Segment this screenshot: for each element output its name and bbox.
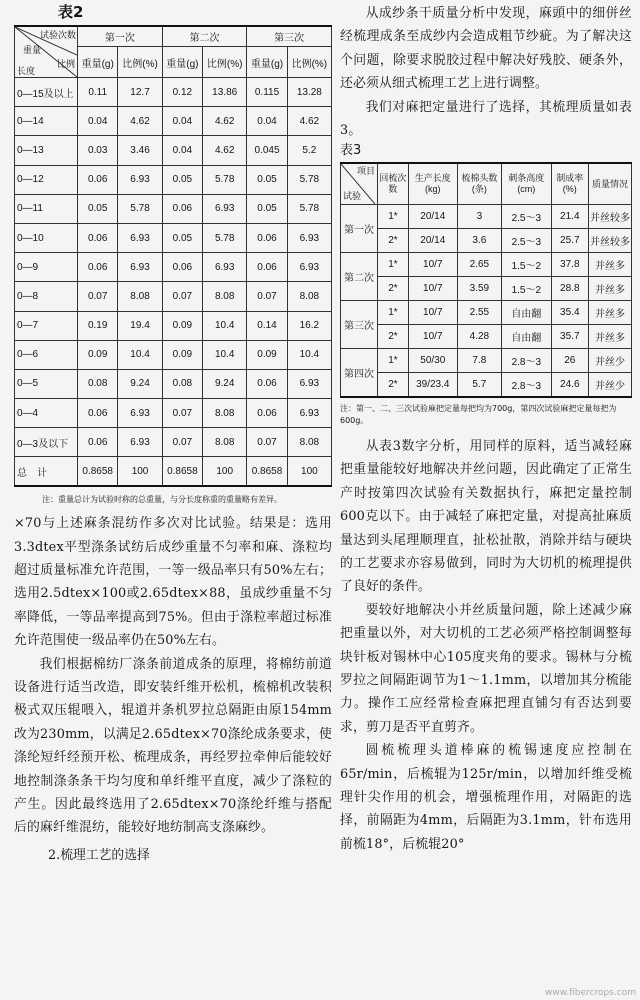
table3-column-header: 制成率(%) bbox=[551, 163, 588, 205]
table2-note: 注：重量总计为试验时称的总重量，与分长度称重的重量略有差异。 bbox=[42, 495, 282, 505]
trial-group-cell: 第一次 bbox=[341, 205, 378, 253]
value-cell: 0.04 bbox=[247, 107, 287, 136]
value-cell: 8.08 bbox=[287, 428, 331, 457]
value-cell: 100 bbox=[287, 457, 331, 486]
value-cell: 并丝少 bbox=[588, 349, 631, 373]
table-row bbox=[15, 369, 332, 398]
length-cell: 0—11 bbox=[15, 194, 78, 223]
length-cell: 0—4 bbox=[15, 399, 78, 428]
value-cell: 21.4 bbox=[551, 205, 588, 229]
trial-group-cell: 第三次 bbox=[341, 301, 378, 349]
value-cell: 0.06 bbox=[162, 253, 202, 282]
value-cell: 2.5～3 bbox=[502, 229, 552, 253]
value-cell: 2.65 bbox=[457, 253, 501, 277]
table3-column-header: 回梳次数 bbox=[378, 163, 409, 205]
value-cell: 0.04 bbox=[162, 107, 202, 136]
table3-note: 注：第一、二、三次试验麻把定量每把均为700g，第四次试验麻把定量每把为600g。 bbox=[340, 403, 617, 425]
value-cell: 10.4 bbox=[118, 340, 162, 369]
table-total-row bbox=[15, 457, 332, 486]
table-row bbox=[341, 301, 632, 325]
sub-header: 比例(%) bbox=[203, 47, 247, 78]
value-cell: 0.14 bbox=[247, 311, 287, 340]
value-cell: 1* bbox=[378, 349, 409, 373]
value-cell: 4.28 bbox=[457, 325, 501, 349]
value-cell: 6.93 bbox=[203, 194, 247, 223]
value-cell: 2* bbox=[378, 277, 409, 301]
table-row bbox=[341, 277, 632, 301]
value-cell: 0.05 bbox=[78, 194, 118, 223]
value-cell: 5.78 bbox=[287, 165, 331, 194]
corner-top: 试验次数 bbox=[39, 30, 76, 40]
sub-header: 比例(%) bbox=[287, 47, 331, 78]
value-cell: 0.06 bbox=[247, 223, 287, 252]
corner-mid2: 比例 bbox=[56, 59, 75, 69]
corner-trial: 试验 bbox=[343, 191, 362, 202]
value-cell: 2.8～3 bbox=[502, 373, 552, 397]
table-row bbox=[341, 205, 632, 229]
value-cell: 并丝多 bbox=[588, 301, 631, 325]
value-cell: 50/30 bbox=[408, 349, 457, 373]
value-cell: 1.5～2 bbox=[502, 277, 552, 301]
value-cell: 5.78 bbox=[118, 194, 162, 223]
value-cell: 0.07 bbox=[247, 428, 287, 457]
value-cell: 24.6 bbox=[551, 373, 588, 397]
value-cell: 5.78 bbox=[203, 223, 247, 252]
value-cell: 10/7 bbox=[408, 325, 457, 349]
table3-title: 表3 bbox=[340, 143, 362, 159]
corner-bottom: 长度 bbox=[17, 66, 36, 76]
table-row bbox=[15, 136, 332, 165]
value-cell: 28.8 bbox=[551, 277, 588, 301]
value-cell: 0.06 bbox=[247, 369, 287, 398]
length-cell: 0—13 bbox=[15, 136, 78, 165]
value-cell: 0.8658 bbox=[162, 457, 202, 486]
value-cell: 8.08 bbox=[203, 399, 247, 428]
length-cell: 0—12 bbox=[15, 165, 78, 194]
value-cell: 并丝较多 bbox=[588, 205, 631, 229]
value-cell: 6.93 bbox=[287, 399, 331, 428]
value-cell: 3.46 bbox=[118, 136, 162, 165]
value-cell: 1.5～2 bbox=[502, 253, 552, 277]
value-cell: 6.93 bbox=[287, 369, 331, 398]
value-cell: 0.09 bbox=[78, 340, 118, 369]
value-cell: 25.7 bbox=[551, 229, 588, 253]
value-cell: 6.93 bbox=[118, 253, 162, 282]
value-cell: 8.08 bbox=[203, 282, 247, 311]
value-cell: 1* bbox=[378, 253, 409, 277]
value-cell: 2.55 bbox=[457, 301, 501, 325]
value-cell: 3 bbox=[457, 205, 501, 229]
section-heading: 2.梳理工艺的选择 bbox=[48, 847, 150, 863]
value-cell: 5.2 bbox=[287, 136, 331, 165]
group-header: 第三次 bbox=[247, 26, 332, 47]
sub-header: 比例(%) bbox=[118, 47, 162, 78]
table3-column-header: 梳棉头数(条) bbox=[457, 163, 501, 205]
value-cell: 13.86 bbox=[203, 78, 247, 107]
value-cell: 0.08 bbox=[162, 369, 202, 398]
value-cell: 10.4 bbox=[203, 311, 247, 340]
value-cell: 8.08 bbox=[287, 282, 331, 311]
value-cell: 26 bbox=[551, 349, 588, 373]
value-cell: 6.93 bbox=[118, 428, 162, 457]
right-paragraph-5: 圆梳梳理头道棒麻的梳锡速度应控制在65r/min，后梳辊为125r/min，以增加纤维受梳理针尖作用的机会，增强梳理作用，对隔距的选择，前隔距为4mm，后隔距为3.1mm，针布选用前梳18°，后梳辊20° bbox=[340, 743, 632, 852]
value-cell: 0.07 bbox=[162, 428, 202, 457]
table-row bbox=[15, 194, 332, 223]
length-cell: 0—8 bbox=[15, 282, 78, 311]
value-cell: 0.09 bbox=[247, 340, 287, 369]
value-cell: 3.59 bbox=[457, 277, 501, 301]
value-cell: 4.62 bbox=[203, 136, 247, 165]
value-cell: 并丝多 bbox=[588, 325, 631, 349]
value-cell: 5.78 bbox=[287, 194, 331, 223]
table-row bbox=[341, 253, 632, 277]
value-cell: 19.4 bbox=[118, 311, 162, 340]
value-cell: 2* bbox=[378, 229, 409, 253]
value-cell: 6.93 bbox=[287, 253, 331, 282]
value-cell: 0.8658 bbox=[78, 457, 118, 486]
value-cell: 6.93 bbox=[287, 223, 331, 252]
value-cell: 0.07 bbox=[162, 282, 202, 311]
value-cell: 0.05 bbox=[162, 165, 202, 194]
value-cell: 4.62 bbox=[203, 107, 247, 136]
length-cell: 0—3及以下 bbox=[15, 428, 78, 457]
trial-group-cell: 第二次 bbox=[341, 253, 378, 301]
table-row bbox=[341, 373, 632, 397]
value-cell: 3.6 bbox=[457, 229, 501, 253]
right-paragraph-2: 我们对麻把定量进行了选择，其梳理质量如表3。 bbox=[340, 99, 632, 139]
group-header: 第一次 bbox=[78, 26, 163, 47]
sub-header: 重量(g) bbox=[78, 47, 118, 78]
value-cell: 13.28 bbox=[287, 78, 331, 107]
value-cell: 0.06 bbox=[78, 165, 118, 194]
value-cell: 37.8 bbox=[551, 253, 588, 277]
value-cell: 39/23.4 bbox=[408, 373, 457, 397]
value-cell: 8.08 bbox=[203, 428, 247, 457]
value-cell: 0.07 bbox=[78, 282, 118, 311]
length-cell: 0—15及以上 bbox=[15, 78, 78, 107]
table-row bbox=[15, 311, 332, 340]
table2-corner-header bbox=[15, 26, 78, 78]
value-cell: 35.4 bbox=[551, 301, 588, 325]
value-cell: 0.05 bbox=[247, 165, 287, 194]
value-cell: 0.8658 bbox=[247, 457, 287, 486]
table-row bbox=[341, 325, 632, 349]
table3-column-header: 质量情况 bbox=[588, 163, 631, 205]
table3-column-header: 刺条高度(cm) bbox=[502, 163, 552, 205]
value-cell: 0.03 bbox=[78, 136, 118, 165]
value-cell: 0.06 bbox=[78, 428, 118, 457]
value-cell: 10.4 bbox=[203, 340, 247, 369]
corner-mid1: 重量 bbox=[23, 45, 42, 55]
value-cell: 5.78 bbox=[203, 165, 247, 194]
value-cell: 4.62 bbox=[287, 107, 331, 136]
value-cell: 9.24 bbox=[118, 369, 162, 398]
value-cell: 并丝较多 bbox=[588, 229, 631, 253]
value-cell: 6.93 bbox=[203, 253, 247, 282]
value-cell: 2* bbox=[378, 325, 409, 349]
value-cell: 9.24 bbox=[203, 369, 247, 398]
value-cell: 6.93 bbox=[118, 399, 162, 428]
trial-group-cell: 第四次 bbox=[341, 349, 378, 397]
table-row bbox=[341, 349, 632, 373]
value-cell: 0.06 bbox=[78, 223, 118, 252]
length-cell: 0—6 bbox=[15, 340, 78, 369]
table-row bbox=[15, 165, 332, 194]
value-cell: 4.62 bbox=[118, 107, 162, 136]
table3-corner-header bbox=[341, 163, 378, 205]
group-header: 第二次 bbox=[162, 26, 247, 47]
value-cell: 10/7 bbox=[408, 301, 457, 325]
value-cell: 2* bbox=[378, 373, 409, 397]
table-row bbox=[15, 223, 332, 252]
value-cell: 20/14 bbox=[408, 205, 457, 229]
value-cell: 12.7 bbox=[118, 78, 162, 107]
value-cell: 35.7 bbox=[551, 325, 588, 349]
length-cell: 0—5 bbox=[15, 369, 78, 398]
value-cell: 0.05 bbox=[162, 223, 202, 252]
value-cell: 10/7 bbox=[408, 253, 457, 277]
right-paragraph-1: 从成纱条干质量分析中发现，麻頭中的细併丝经梳理成条至成纱内会造成粗节纱疵。为了解决这个问题，除要求脱胶过程中解决好残胶、硬条外，还必须从细式梳理工艺上进行调整。 bbox=[340, 6, 632, 92]
value-cell: 0.12 bbox=[162, 78, 202, 107]
right-column bbox=[340, 0, 632, 856]
value-cell: 0.19 bbox=[78, 311, 118, 340]
value-cell: 20/14 bbox=[408, 229, 457, 253]
value-cell: 0.09 bbox=[162, 340, 202, 369]
length-cell: 0—9 bbox=[15, 253, 78, 282]
value-cell: 8.08 bbox=[118, 282, 162, 311]
left-column bbox=[14, 0, 332, 867]
value-cell: 自由翻 bbox=[502, 301, 552, 325]
value-cell: 1* bbox=[378, 301, 409, 325]
value-cell: 10/7 bbox=[408, 277, 457, 301]
value-cell: 0.04 bbox=[78, 107, 118, 136]
value-cell: 2.8～3 bbox=[502, 349, 552, 373]
table-row bbox=[15, 107, 332, 136]
value-cell: 0.04 bbox=[162, 136, 202, 165]
value-cell: 0.115 bbox=[247, 78, 287, 107]
value-cell: 10.4 bbox=[287, 340, 331, 369]
table-row bbox=[15, 78, 332, 107]
sub-header: 重量(g) bbox=[247, 47, 287, 78]
value-cell: 100 bbox=[118, 457, 162, 486]
corner-item: 项目 bbox=[356, 166, 375, 177]
value-cell: 6.93 bbox=[118, 223, 162, 252]
sub-header: 重量(g) bbox=[162, 47, 202, 78]
table-row bbox=[15, 340, 332, 369]
right-paragraph-3: 从表3数字分析，用同样的原料，适当减轻麻把重量能较好地解决并丝问题，因此确定了正常生产时按第四次试验有关数据执行，麻把定量控制600克以下。由于减轻了麻把定量，对提高扯麻质量达到头尾理顺理直，扯松扯散，消除并结与硬块的工艺要求亦容易做到，同时为大切机的梳理提供了良好的条件。 bbox=[340, 438, 632, 595]
value-cell: 0.06 bbox=[78, 399, 118, 428]
length-cell: 总 计 bbox=[15, 457, 78, 486]
value-cell: 5.7 bbox=[457, 373, 501, 397]
value-cell: 7.8 bbox=[457, 349, 501, 373]
value-cell: 0.07 bbox=[247, 282, 287, 311]
table2 bbox=[14, 25, 332, 487]
value-cell: 1* bbox=[378, 205, 409, 229]
table-row bbox=[15, 428, 332, 457]
value-cell: 100 bbox=[203, 457, 247, 486]
value-cell: 并丝多 bbox=[588, 277, 631, 301]
right-paragraph-4: 要较好地解决小并丝质量问题，除上述减少麻把重量以外，对大切机的工艺必须严格控制调整每块针板对锡林中心105度夹角的要求。锡林与分梳罗拉之间隔距调节为1～1.1mm，以增加其分梳能力。操作工应经常检查麻把理直铺匀有否达到要求，剪刀是否平直剪齐。 bbox=[340, 602, 632, 735]
table2-title: 表2 bbox=[58, 3, 84, 21]
value-cell: 0.05 bbox=[247, 194, 287, 223]
length-cell: 0—7 bbox=[15, 311, 78, 340]
value-cell: 0.08 bbox=[78, 369, 118, 398]
value-cell: 0.045 bbox=[247, 136, 287, 165]
watermark: www.fibercrops.com bbox=[545, 988, 636, 998]
value-cell: 0.07 bbox=[162, 399, 202, 428]
table3-column-header: 生产长度(kg) bbox=[408, 163, 457, 205]
value-cell: 0.11 bbox=[78, 78, 118, 107]
value-cell: 0.06 bbox=[78, 253, 118, 282]
value-cell: 6.93 bbox=[118, 165, 162, 194]
left-paragraph-1: ×70与上述麻条混纺作多次对比试验。结果是：选用3.3dtex平型涤条试纺后成纱重量不匀率和麻、涤粒均超过质量标准允许范围，一等一级品率只有50%左右；选用2.5dtex×100或2.65dtex×88，虽成纱重量不匀率降低，一等品率提高到75%。但由于涤粒率超过标准允许范围使一级品率仍在50%左右。 bbox=[14, 516, 332, 649]
value-cell: 并丝少 bbox=[588, 373, 631, 397]
value-cell: 2.5～3 bbox=[502, 205, 552, 229]
value-cell: 16.2 bbox=[287, 311, 331, 340]
table-row bbox=[15, 399, 332, 428]
table3 bbox=[340, 162, 632, 398]
length-cell: 0—10 bbox=[15, 223, 78, 252]
value-cell: 自由翻 bbox=[502, 325, 552, 349]
value-cell: 0.06 bbox=[247, 399, 287, 428]
table-row bbox=[341, 229, 632, 253]
length-cell: 0—14 bbox=[15, 107, 78, 136]
table-row bbox=[15, 282, 332, 311]
table-row bbox=[15, 253, 332, 282]
value-cell: 0.06 bbox=[162, 194, 202, 223]
value-cell: 并丝多 bbox=[588, 253, 631, 277]
left-paragraph-2: 我们根据棉纺厂涤条前道成条的原理，将棉纺前道设备进行适当改造，即安装纤维开松机，梳棉机改装积极式双压辊喂入，辊道并条机罗拉总隔距由原154mm改为230mm，以满足2.65dtex×70涤纶成条要求，使涤纶短纤经预开松、梳理成条，再经罗拉牵伸后能较好地控制涤条条干均匀度和单纤维平直度，减少了涤粒的产生。因此最终选用了2.65dtex×70涤纶纤维与搭配后的麻纤维混纺，能较好地纺制高支涤麻纱。 bbox=[14, 656, 332, 836]
value-cell: 0.06 bbox=[247, 253, 287, 282]
value-cell: 0.09 bbox=[162, 311, 202, 340]
